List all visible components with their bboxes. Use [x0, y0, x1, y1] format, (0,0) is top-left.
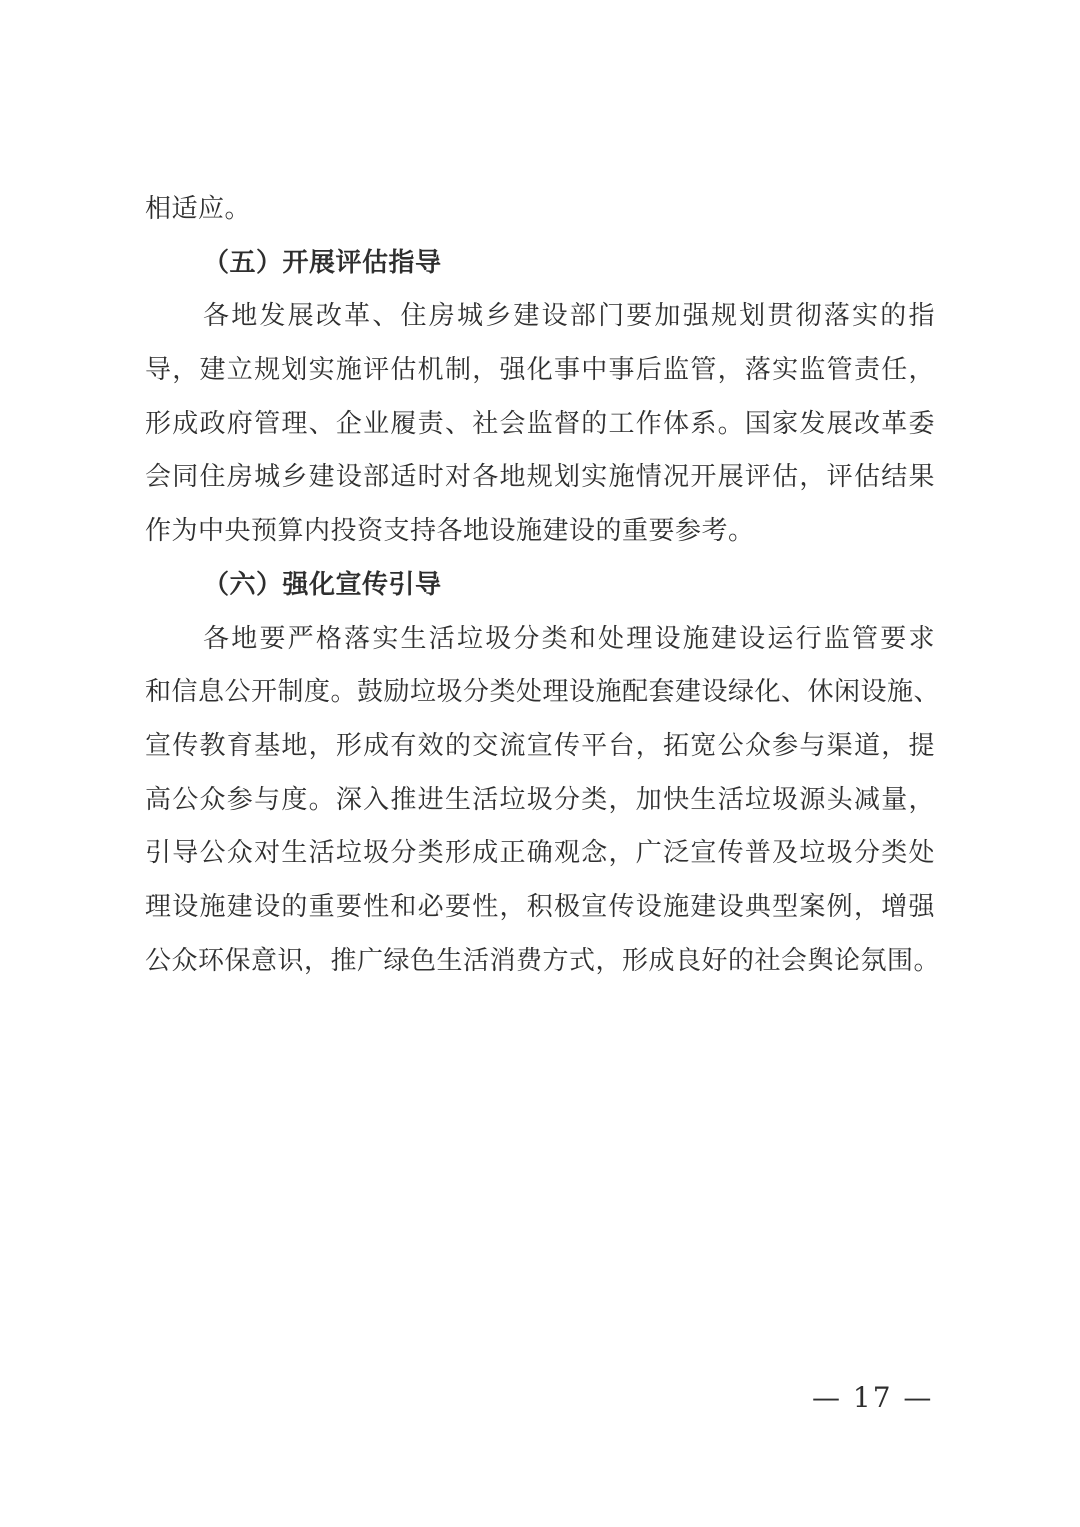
- paragraph-continuation: 相适应。: [145, 194, 252, 224]
- body-paragraph-1: [145, 290, 935, 558]
- text-line: 各地要严格落实生活垃圾分类和处理设施建设运行监管要求: [203, 623, 935, 654]
- page-number: — 17 —: [812, 1381, 934, 1414]
- text-line: 引导公众对生活垃圾分类形成正确观念，广泛宣传普及垃圾分类处: [145, 838, 935, 869]
- section-heading-5: （五）开展评估指导: [203, 247, 442, 278]
- document-body: [145, 183, 941, 988]
- text-line: 导，建立规划实施评估机制，强化事中事后监管，落实监管责任，: [145, 355, 935, 386]
- text-line: 理设施建设的重要性和必要性，积极宣传设施建设典型案例，增强: [145, 891, 935, 922]
- body-paragraph-2: [145, 613, 941, 989]
- text-line: 各地发展改革、住房城乡建设部门要加强规划贯彻落实的指: [203, 301, 935, 332]
- text-line: 宣传教育基地，形成有效的交流宣传平台，拓宽公众参与渠道，提: [145, 730, 935, 761]
- section-heading-6: （六）强化宣传引导: [203, 569, 442, 600]
- text-line: 形成政府管理、企业履责、社会监督的工作体系。国家发展改革委: [145, 408, 935, 439]
- text-line: 作为中央预算内投资支持各地设施建设的重要参考。: [145, 516, 755, 547]
- text-line: 和信息公开制度。鼓励垃圾分类处理设施配套建设绿化、休闲设施、: [145, 677, 941, 708]
- text-line: 会同住房城乡建设部适时对各地规划实施情况开展评估，评估结果: [145, 462, 935, 493]
- text-line: 公众环保意识，推广绿色生活消费方式，形成良好的社会舆论氛围。: [145, 945, 941, 976]
- text-line: 高公众参与度。深入推进生活垃圾分类，加快生活垃圾源头减量，: [145, 784, 935, 815]
